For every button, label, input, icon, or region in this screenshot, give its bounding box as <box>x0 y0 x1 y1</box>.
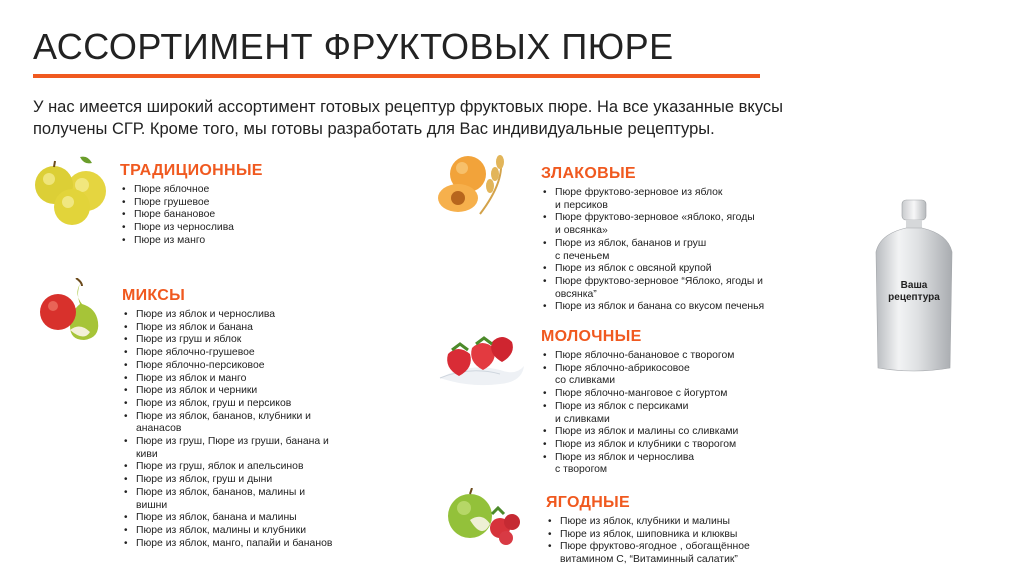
category-traditional <box>120 162 370 248</box>
list-item: • Пюре из яблок и банана со вкусом печенья <box>541 301 821 314</box>
list-item: • Пюре из яблок с персиками и сливками <box>541 401 821 426</box>
list-item: • Пюре из яблок и клубники с творогом <box>541 439 821 452</box>
list-item: • Пюре яблочно-персиковое <box>122 360 392 373</box>
list-item: • Пюре яблочное <box>120 184 370 197</box>
apple-pear-illustration <box>36 278 102 342</box>
flavor-list <box>541 350 821 477</box>
pouch-label: Ваша рецептура <box>888 280 940 303</box>
list-item: • Пюре грушевое <box>120 197 370 210</box>
category-heading: ЯГОДНЫЕ <box>546 494 630 511</box>
flavor-list <box>122 309 392 550</box>
category-dairy <box>541 328 821 477</box>
list-item: • Пюре из груш, яблок и апельсинов <box>122 461 392 474</box>
apple-berries-illustration <box>440 488 524 548</box>
title-underline <box>33 74 760 78</box>
category-heading: ЗЛАКОВЫЕ <box>541 165 636 182</box>
flavor-list <box>120 184 370 248</box>
category-cereal <box>541 165 821 314</box>
list-item: • Пюре из яблок и малины со сливками <box>541 426 821 439</box>
apricot-wheat-illustration <box>430 148 522 220</box>
list-item: • Пюре из чернослива <box>120 222 370 235</box>
list-item: • Пюре яблочно-банановое с творогом <box>541 350 821 363</box>
list-item: • Пюре из яблок, банана и малины <box>122 512 392 525</box>
list-item: • Пюре из яблок с овсяной крупой <box>541 263 821 276</box>
category-heading: МИКСЫ <box>122 287 186 304</box>
intro-line: У нас имеется широкий ассортимент готовых рецептур фруктовых пюре. На все указанные вкусы <box>33 98 783 116</box>
intro-text <box>33 96 913 140</box>
category-heading: МОЛОЧНЫЕ <box>541 328 642 345</box>
list-item: • Пюре из яблок и чернослива <box>122 309 392 322</box>
page-title: АССОРТИМЕНТ ФРУКТОВЫХ ПЮРЕ <box>33 26 674 67</box>
list-item: • Пюре из яблок, бананов, малины и вишни <box>122 487 392 512</box>
list-item: • Пюре из яблок, бананов и груш с печеньем <box>541 238 821 263</box>
list-item: • Пюре фруктово-зерновое “Яблоко, ягоды и овсянка” <box>541 276 821 301</box>
list-item: • Пюре яблочно-абрикосовое со сливками <box>541 363 821 388</box>
list-item: • Пюре из яблок и манго <box>122 373 392 386</box>
flavor-list <box>546 516 826 567</box>
list-item: • Пюре яблочно-грушевое <box>122 347 392 360</box>
list-item: • Пюре из яблок, манго, папайи и бананов <box>122 538 392 551</box>
list-item: • Пюре банановое <box>120 209 370 222</box>
list-item: • Пюре из яблок, клубники и малины <box>546 516 826 529</box>
list-item: • Пюре из груш и яблок <box>122 334 392 347</box>
list-item: • Пюре яблочно-манговое с йогуртом <box>541 388 821 401</box>
list-item: • Пюре из яблок, шиповника и клюквы <box>546 529 826 542</box>
list-item: • Пюре из яблок, малины и клубники <box>122 525 392 538</box>
list-item: • Пюре из яблок, бананов, клубники и ананасов <box>122 411 392 436</box>
list-item: • Пюре из яблок и банана <box>122 322 392 335</box>
list-item: • Пюре из яблок, груш и дыни <box>122 474 392 487</box>
list-item: • Пюре фруктово-ягодное , обогащённое витамином С, “Витаминный салатик” <box>546 541 826 566</box>
apples-illustration <box>28 155 112 225</box>
intro-line: получены СГР. Кроме того, мы готовы разработать для Вас индивидуальные рецептуры. <box>33 120 715 138</box>
category-berry <box>546 494 826 567</box>
list-item: • Пюре из груш, Пюре из груши, банана и киви <box>122 436 392 461</box>
flavor-list <box>541 187 821 314</box>
list-item: • Пюре из яблок и чернослива с творогом <box>541 452 821 477</box>
list-item: • Пюре из яблок, груш и персиков <box>122 398 392 411</box>
strawberry-milk-illustration <box>436 328 528 390</box>
list-item: • Пюре из яблок и черники <box>122 385 392 398</box>
list-item: • Пюре из манго <box>120 235 370 248</box>
category-heading: ТРАДИЦИОННЫЕ <box>120 162 263 179</box>
list-item: • Пюре фруктово-зерновое «яблоко, ягоды и овсянка» <box>541 212 821 237</box>
list-item: • Пюре фруктово-зерновое из яблок и персиков <box>541 187 821 212</box>
category-mixes <box>122 287 392 550</box>
